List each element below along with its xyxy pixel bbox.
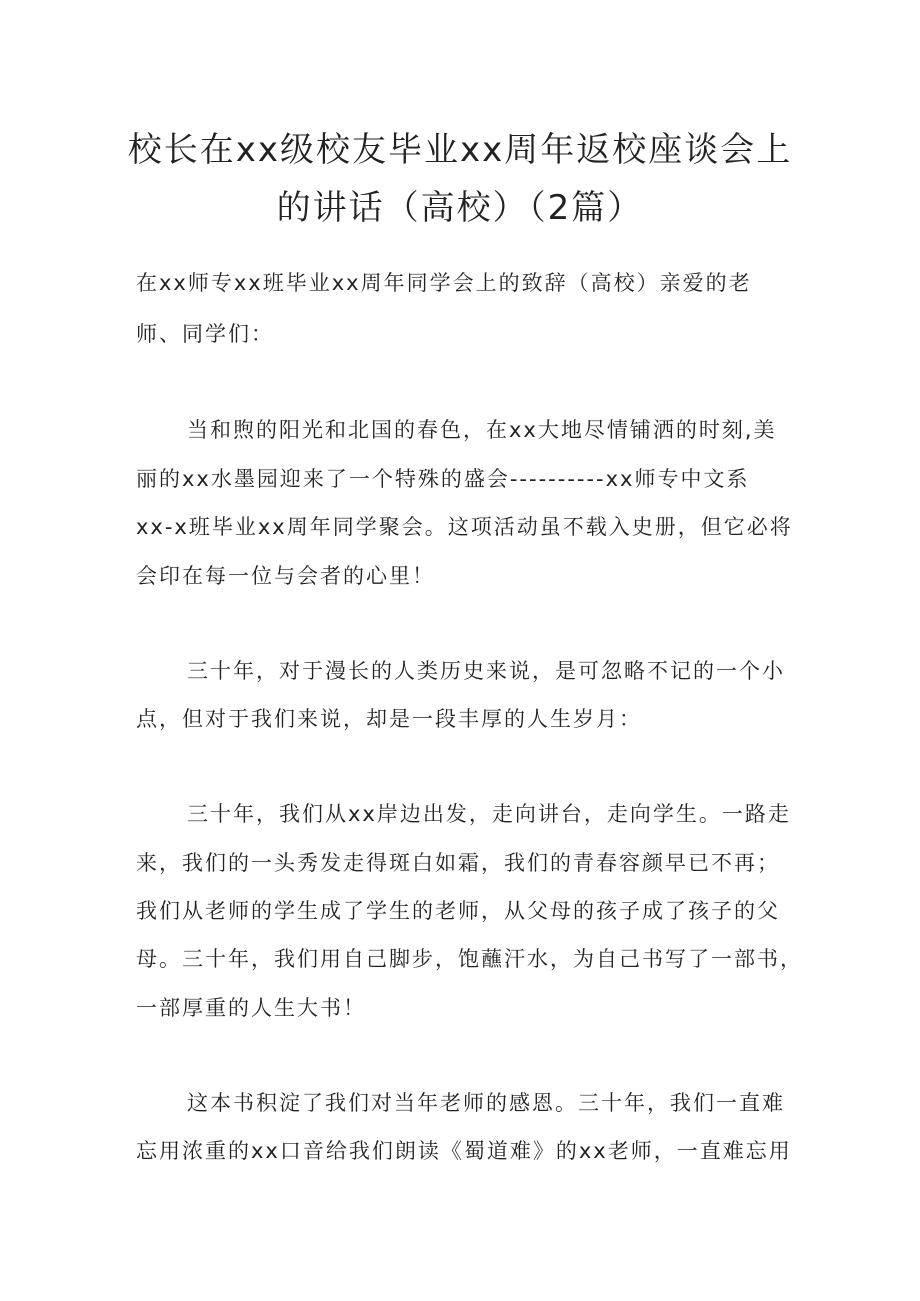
paragraph-3-line-4: 母。三十年，我们用自己脚步，饱蘸汗水，为自己书写了一部书， <box>136 947 803 971</box>
document-title-line-1: 校长在xx级校友毕业xx周年返校座谈会上 <box>127 130 793 170</box>
paragraph-3-line-1: 三十年，我们从xx岸边出发，走向讲台，走向学生。一路走 <box>187 802 791 826</box>
paragraph-1-line-1: 当和煦的阳光和北国的春色，在xx大地尽情铺洒的时刻,美 <box>187 418 777 442</box>
paragraph-3-line-2: 来，我们的一头秀发走得斑白如霜，我们的青春容颜早已不再； <box>136 851 780 875</box>
document-title-line-2: 的讲话（高校）（2篇） <box>276 188 644 228</box>
salutation-line-2: 师、同学们： <box>136 322 274 346</box>
paragraph-2-line-2: 点，但对于我们来说，却是一段丰厚的人生岁月： <box>136 707 642 731</box>
paragraph-4-line-2: 忘用浓重的xx口音给我们朗读《蜀道难》的xx老师，一直难忘用 <box>136 1139 792 1163</box>
paragraph-3-line-5: 一部厚重的人生大书！ <box>136 996 366 1020</box>
paragraph-1-line-2: 丽的xx水墨园迎来了一个特殊的盛会----------xx师专中文系 <box>136 467 750 491</box>
paragraph-3-line-3: 我们从老师的学生成了学生的老师，从父母的孩子成了孩子的父 <box>136 899 780 923</box>
paragraph-2-line-1: 三十年，对于漫长的人类历史来说，是可忽略不记的一个小 <box>187 659 785 683</box>
salutation-line-1: 在xx师专xx班毕业xx周年同学会上的致辞（高校）亲爱的老 <box>136 271 752 295</box>
paragraph-4-line-1: 这本书积淀了我们对当年老师的感恩。三十年，我们一直难 <box>187 1091 785 1115</box>
paragraph-1-line-3: xx-x班毕业xx周年同学聚会。这项活动虽不载入史册，但它必将 <box>136 515 793 539</box>
paragraph-1-line-4: 会印在每一位与会者的心里！ <box>136 564 435 588</box>
